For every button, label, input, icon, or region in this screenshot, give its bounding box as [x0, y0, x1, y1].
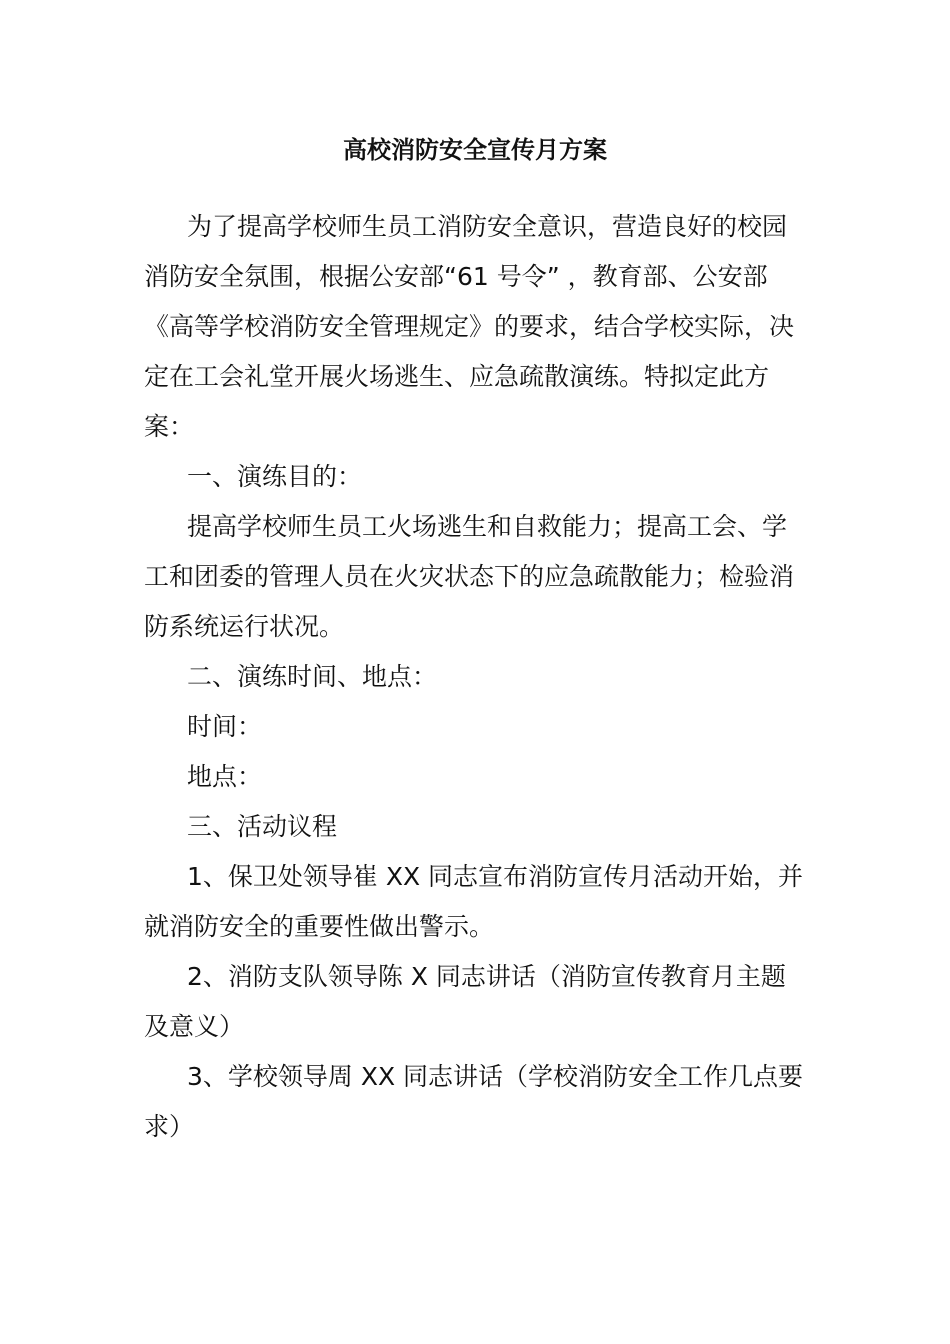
- paragraph-intro: 为了提高学校师生员工消防安全意识，营造良好的校园消防安全氛围，根据公安部“61 号令” ，教育部、公安部《高等学校消防安全管理规定》的要求，结合学校实际，决定在工会礼堂开展火场逃生、应急疏散演练。特拟定此方案：: [144, 212, 795, 441]
- field-place: 地点：: [187, 762, 263, 791]
- document-title: 高校消防安全宣传月方案: [343, 136, 607, 164]
- section-heading-agenda: 三、活动议程: [187, 812, 338, 841]
- paragraph-purpose: 提高学校师生员工火场逃生和自救能力；提高工会、学工和团委的管理人员在火灾状态下的应急疏散能力；检验消防系统运行状况。: [144, 512, 795, 641]
- agenda-item: 2、消防支队领导陈 X 同志讲话（消防宣传教育月主题及意义）: [144, 962, 786, 1041]
- agenda-item: 1、保卫处领导崔 XX 同志宣布消防宣传月活动开始，并就消防安全的重要性做出警示。: [144, 862, 804, 941]
- section-heading-purpose: 一、演练目的：: [187, 462, 363, 491]
- document-body: [144, 202, 808, 1152]
- agenda-item: 3、学校领导周 XX 同志讲话（学校消防安全工作几点要求）: [144, 1062, 804, 1141]
- section-heading-time-place: 二、演练时间、地点：: [187, 662, 438, 691]
- field-time: 时间：: [187, 712, 263, 741]
